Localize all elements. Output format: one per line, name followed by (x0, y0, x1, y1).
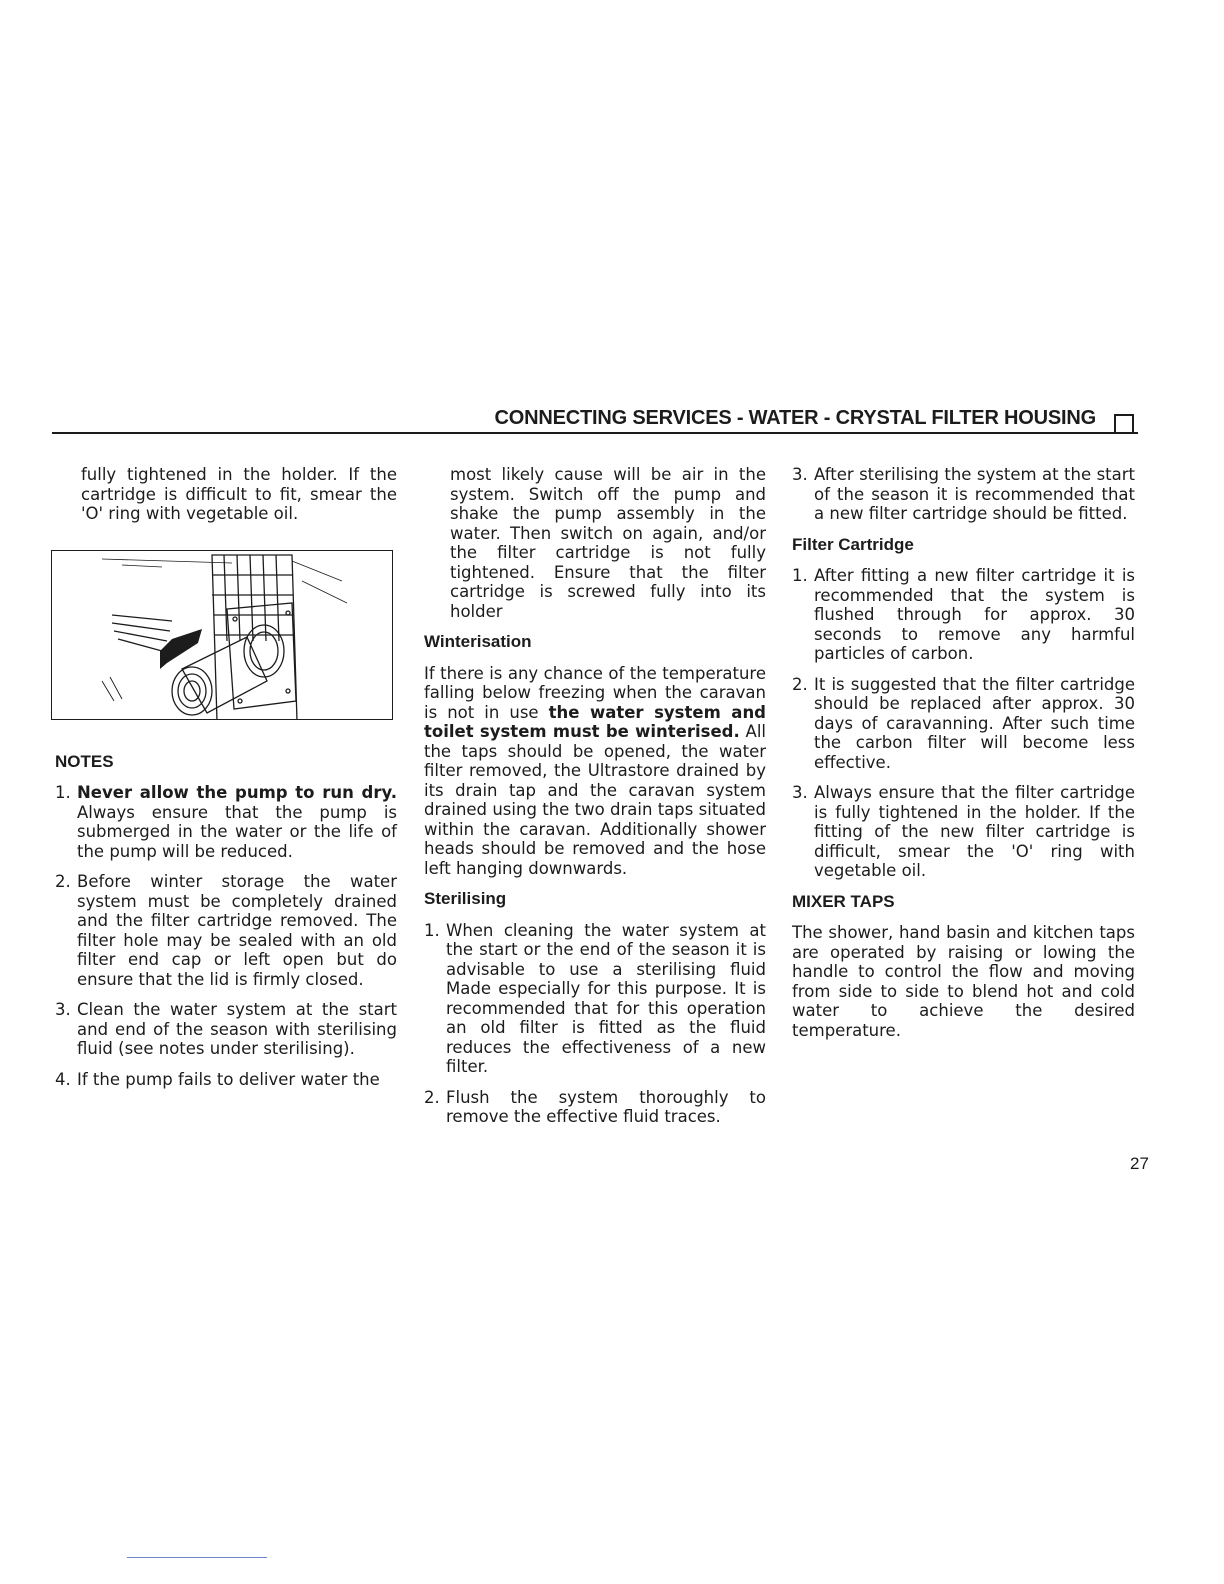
filter-figure (51, 550, 393, 720)
list-item: 2. Flush the system thoroughly to remove the effective fluid traces. (424, 1087, 766, 1126)
page-number: 27 (1130, 1154, 1149, 1173)
divider (127, 1557, 267, 1558)
notes-heading: NOTES (55, 751, 114, 771)
sterilising-list (424, 921, 766, 1127)
list-item: 1. After fitting a new filter cartridge it is recommended that the system is flushed through for approx. 30 seconds to remove any harmful particles of carbon. (792, 566, 1135, 663)
sterilising-heading: Sterilising (424, 889, 507, 908)
notes-list (55, 783, 397, 1089)
page-header (52, 406, 1138, 434)
list-item: 3. After sterilising the system at the start of the season it is recommended that a new filter cartridge should be fitted. (792, 465, 1135, 523)
mixer-taps-heading: MIXER TAPS (792, 891, 895, 911)
filter-cartridge-illustration-icon (52, 551, 393, 720)
col1-intro: fully tightened in the holder. If the cartridge is difficult to fit, smear the 'O' ring with vegetable oil. (81, 465, 397, 523)
winterisation-text: If there is any chance of the temperature falling below freezing when the caravan is not in use the water system and toilet system must be winterised. All the taps should be opened, the water filter removed, the Ultrastore drained by its drain tap and the caravan system drained using the two drain taps situated within the caravan. Additionally shower heads should be removed and the hose left hanging downwards. (424, 663, 766, 878)
list-item: 1. Never allow the pump to run dry. Always ensure that the pump is submerged in the water or the life of the pump will be reduced. (55, 783, 397, 861)
column-3 (792, 465, 1135, 1051)
header-box-icon (1114, 414, 1134, 432)
filter-cartridge-heading: Filter Cartridge (792, 534, 914, 554)
winterisation-heading: Winterisation (424, 632, 532, 651)
list-item: 4. If the pump fails to deliver water the (55, 1069, 380, 1089)
column-1 (55, 465, 397, 1100)
list-item: 3. Always ensure that the filter cartridge is fully tightened in the holder. If the fitting of the new filter cartridge is difficult, smear the 'O' ring with vegetable oil. (792, 783, 1135, 880)
list-item: 1. When cleaning the water system at the start or the end of the season it is advisable to use a sterilising fluid Made especially for this purpose. It is recommended that for this operation an old filter is fitted as the fluid reduces the effectiveness of a new filter. (424, 920, 766, 1076)
list-item: 2. It is suggested that the filter cartridge should be replaced after approx. 30 days of caravanning. After such time the carbon filter will become less effective. (792, 674, 1135, 772)
list-item: 2. Before winter storage the water system must be completely drained and the filter cartridge removed. The filter hole may be sealed with an old filter end cap or left open but do ensure that the lid is firmly closed. (55, 872, 397, 989)
list-item: 3. Clean the water system at the start and end of the season with sterilising fluid (see notes under sterilising). (55, 1000, 397, 1058)
mixer-taps-text: The shower, hand basin and kitchen taps are operated by raising or lowing the handle to control the flow and moving from side to side to blend hot and cold water to achieve the desired temperature. (792, 923, 1135, 1040)
sterilising-continued-list (792, 465, 1135, 524)
page-title: CONNECTING SERVICES - WATER - CRYSTAL FILTER HOUSING (494, 407, 1096, 429)
col2-intro: most likely cause will be air in the system. Switch off the pump and shake the pump assembly in the water. Then switch on again, and/or the filter cartridge is not fully tightened. Ensure that the filter cartridge is screwed fully into its holder (450, 465, 766, 621)
column-2 (424, 465, 766, 1138)
filter-cartridge-list (792, 566, 1135, 881)
